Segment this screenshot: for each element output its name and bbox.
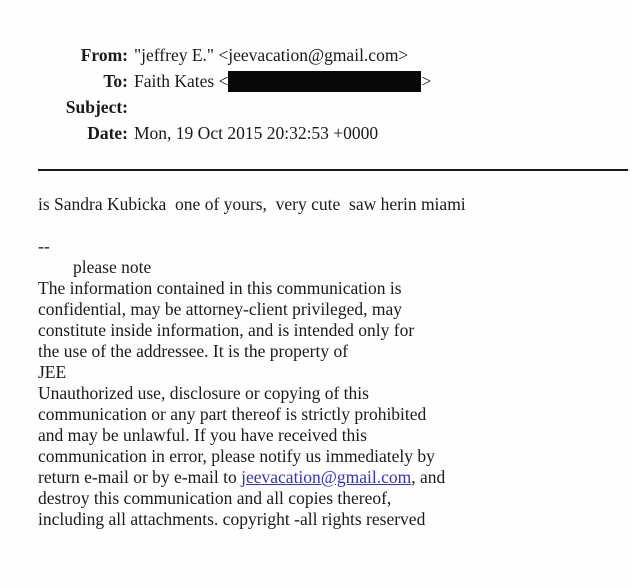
email-header [0, 42, 630, 146]
body-line: communication in error, please notify us immediately by [38, 446, 435, 466]
link-line-after: , and [411, 467, 446, 487]
body-line-with-link [38, 467, 610, 488]
body-line: The information contained in this communication is [38, 278, 402, 298]
body-line: is Sandra Kubicka one of yours, very cute saw herin miami [38, 194, 466, 214]
body-line: and may be unlawful. If you have received this [38, 425, 367, 445]
email-body [38, 194, 610, 530]
subject-label: Subject: [65, 97, 128, 117]
header-row-subject [0, 94, 630, 120]
body-line: JEE [38, 362, 67, 382]
header-divider [38, 169, 628, 171]
signature-separator: -- [38, 236, 50, 256]
date-label: Date: [87, 123, 128, 143]
body-line: including all attachments. copyright -all rights reserved [38, 509, 426, 529]
body-line: destroy this communication and all copies thereof, [38, 488, 392, 508]
body-line: constitute inside information, and is intended only for [38, 320, 415, 340]
header-row-date [0, 120, 630, 146]
to-value-suffix: > [421, 71, 432, 91]
body-line-blank [38, 215, 610, 236]
body-line: communication or any part thereof is strictly prohibited [38, 404, 427, 424]
email-link[interactable]: jeevacation@gmail.com [241, 467, 412, 487]
from-label: From: [80, 45, 128, 65]
redaction-box [228, 71, 421, 92]
body-line: please note [38, 257, 152, 277]
header-row-to [0, 68, 630, 94]
body-line: confidential, may be attorney-client privileged, may [38, 299, 402, 319]
to-label: To: [103, 71, 128, 91]
body-line: Unauthorized use, disclosure or copying of this [38, 383, 369, 403]
link-line-before: return e-mail or by e-mail to [38, 467, 242, 487]
to-value-prefix: Faith Kates < [134, 71, 229, 91]
subject-value [128, 94, 134, 120]
from-value: "jeffrey E." <jeevacation@gmail.com> [134, 45, 409, 65]
date-value: Mon, 19 Oct 2015 20:32:53 +0000 [134, 123, 379, 143]
to-value [128, 68, 431, 94]
body-line: the use of the addressee. It is the property of [38, 341, 349, 361]
header-row-from [0, 42, 630, 68]
